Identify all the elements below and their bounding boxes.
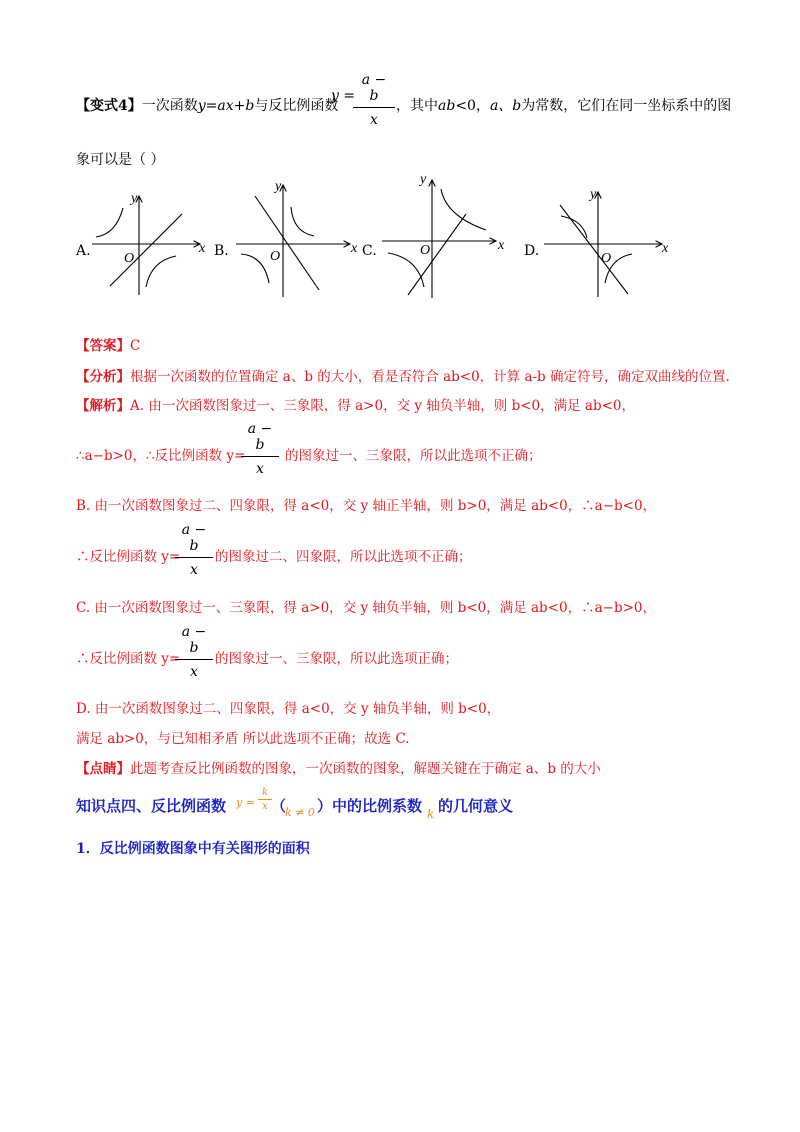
section-title-mid: 中的比例系数 xyxy=(332,797,423,815)
solution-a-line-1 xyxy=(76,394,635,414)
question-text-1: 一次函数 xyxy=(141,98,198,114)
graph-d-origin: O xyxy=(601,251,612,266)
section-k: k xyxy=(427,807,435,821)
solution-b-fraction xyxy=(175,522,213,578)
graph-a xyxy=(92,196,200,295)
solution-b-fraction-denominator: x xyxy=(190,562,198,578)
solution-c-fraction xyxy=(175,624,213,680)
section-formula-denominator: x xyxy=(262,801,268,812)
solution-c-line-1: C. 由一次函数图象过一、三象限，得 a>0，交 y 轴负半轴，则 b<0，满足 ab<0，∴a−b>0， xyxy=(76,600,656,616)
graph-d-x-label: x xyxy=(662,241,669,256)
section-title-post: 的几何意义 xyxy=(438,797,514,815)
option-graphs xyxy=(0,0,800,320)
graph-a-y-label: y xyxy=(131,191,138,206)
graph-c xyxy=(382,180,496,298)
option-a-label: A. xyxy=(76,243,91,259)
answer xyxy=(76,334,140,354)
solution-d-line-1: D. 由一次函数图象过二、四象限，得 a<0，交 y 轴负半轴，则 b<0， xyxy=(76,701,501,717)
section-formula-y xyxy=(236,796,255,809)
graph-b xyxy=(236,185,350,297)
solution-tag: 【解析】 xyxy=(76,398,130,414)
graph-d-y-label: y xyxy=(590,187,597,202)
solution-d-line-2: 满足 ab>0，与已知相矛盾 所以此选项不正确；故选 C. xyxy=(76,731,410,747)
solution-a-line-2-post: 的图象过一、三象限，所以此选项不正确； xyxy=(285,448,542,464)
graph-a-origin: O xyxy=(124,251,135,266)
graph-c-y-label: y xyxy=(420,172,427,187)
option-c-label: C. xyxy=(362,243,377,259)
section-formula-fraction xyxy=(258,787,272,812)
graph-d xyxy=(544,192,662,297)
question-tag: 【变式4】 xyxy=(76,98,142,114)
solution-b-line-1: B. 由一次函数图象过二、四象限，得 a<0，交 y 轴正半轴，则 b>0，满足 ab<0，∴a−b<0， xyxy=(76,498,657,514)
section-subtitle: 1．反比例函数图象中有关图形的面积 xyxy=(76,841,310,857)
section-formula-y-text: y = xyxy=(236,796,255,809)
solution-b-fraction-numerator: a − b xyxy=(175,522,213,558)
option-d-label: D. xyxy=(524,243,540,259)
option-b-label: B. xyxy=(214,243,229,259)
section-paren-open: （ xyxy=(271,797,287,815)
comment xyxy=(76,757,601,777)
question-text-5: 为常数，它们在同一坐标系中的图 xyxy=(521,98,732,114)
question-fraction-denominator: x xyxy=(370,112,378,128)
solution-c-fraction-numerator: a − b xyxy=(175,624,213,660)
solution-a-fraction xyxy=(241,421,279,477)
graph-a-x-label: x xyxy=(199,241,206,256)
solution-b-line-2-post: 的图象过二、四象限，所以此选项不正确； xyxy=(215,549,472,565)
comment-text: 此题考查反比例函数的图象，一次函数的图象，解题关键在于确定 a、b 的大小 xyxy=(130,761,601,777)
graph-b-y-label: y xyxy=(275,179,282,194)
analysis-tag: 【分析】 xyxy=(76,369,130,385)
analysis xyxy=(76,365,730,385)
solution-c-line-2-post: 的图象过一、三象限，所以此选项正确； xyxy=(215,651,458,667)
answer-tag: 【答案】 xyxy=(76,338,130,354)
question-text-4: <0， xyxy=(455,98,490,114)
graph-b-origin: O xyxy=(270,249,281,264)
analysis-text: 根据一次函数的位置确定 a、b 的大小，看是否符合 ab<0，计算 a-b 确定符号，确定双曲线的位置. xyxy=(130,369,730,385)
solution-a-text-1: A. 由一次函数图象过一、三象限，得 a>0，交 y 轴负半轴，则 b<0，满足 ab<0， xyxy=(130,398,635,414)
question-vars: a、b xyxy=(489,98,522,114)
linear-function: y=ax+b xyxy=(197,98,255,114)
comment-tag: 【点睛】 xyxy=(76,761,130,777)
solution-c-line-2-pre: ∴反比例函数 y= xyxy=(76,651,181,667)
graph-c-x-label: x xyxy=(498,238,505,253)
section-formula-numerator: k xyxy=(258,787,272,800)
section-condition: k ≠ 0 xyxy=(285,806,315,819)
question-cond: ab xyxy=(438,98,456,114)
graph-c-origin: O xyxy=(420,243,431,258)
question-text-2: 与反比例函数 xyxy=(254,98,339,114)
answer-value: C xyxy=(130,338,141,354)
solution-a-fraction-numerator: a − b xyxy=(241,421,279,457)
graph-b-x-label: x xyxy=(351,241,358,256)
question-text-3: ，其中 xyxy=(396,98,438,114)
question-line-2: 象可以是（ ） xyxy=(76,152,165,168)
section-paren-close-text: ） xyxy=(317,797,333,815)
question-fraction-numerator: a − b xyxy=(353,72,395,108)
solution-a-line-2-pre: ∴a−b>0，∴反比例函数 y= xyxy=(76,448,246,464)
section-paren-close xyxy=(317,795,422,816)
solution-b-line-2-pre: ∴反比例函数 y= xyxy=(76,549,181,565)
solution-c-fraction-denominator: x xyxy=(190,664,198,680)
section-title-pre: 知识点四、反比例函数 xyxy=(76,797,227,815)
question-fn-y: y = xyxy=(331,88,356,104)
solution-a-fraction-denominator: x xyxy=(256,461,264,477)
